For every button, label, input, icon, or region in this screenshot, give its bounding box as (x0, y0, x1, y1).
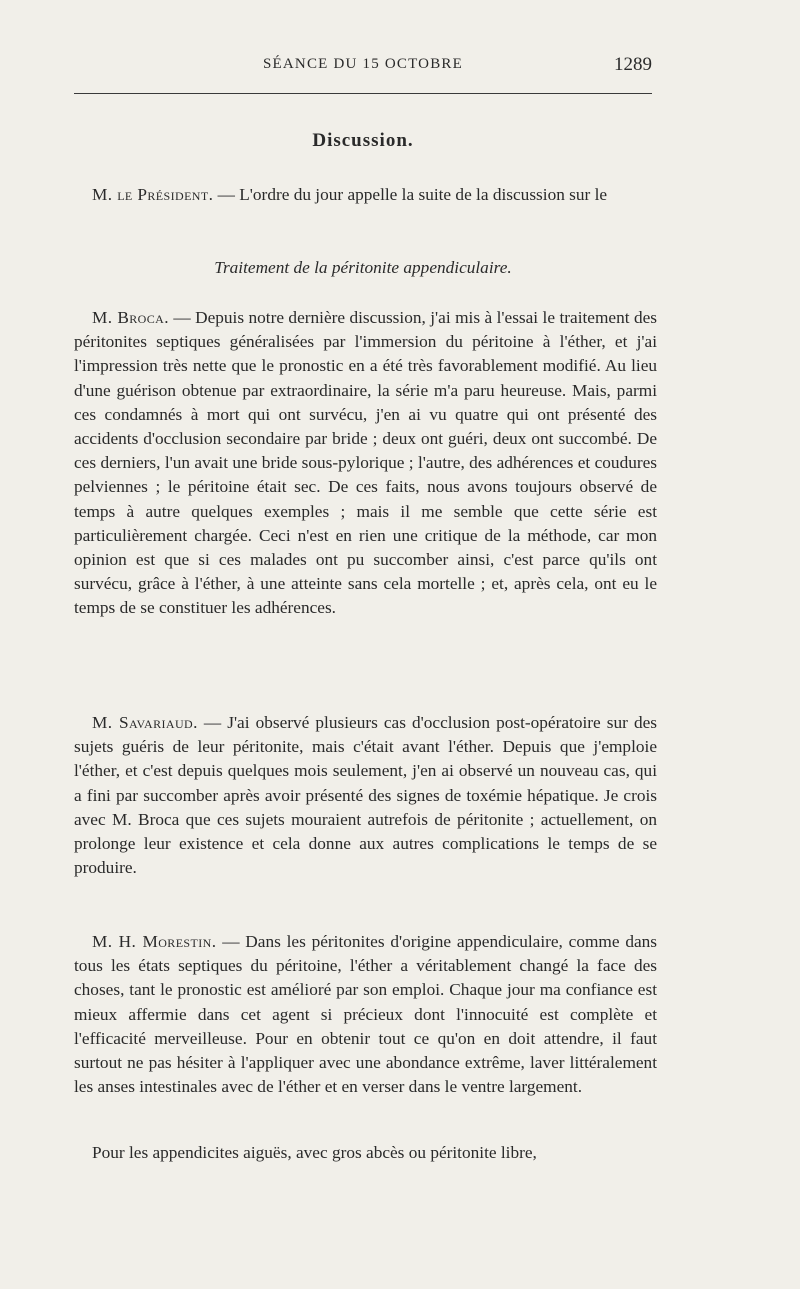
speaker-name: M. Broca. (92, 308, 169, 327)
paragraph-text: — Depuis notre dernière discussion, j'ai mis à l'essai le traitement des péritonites septiques généralisées par l'immersion du péritoine à l'éther, et j'ai l'impression très nette que le pronostic en a été très favorablement modifié. Au lieu d'une guérison obtenue par extraordinaire, la série m'a paru heureuse. Mais, parmi ces condamnés à mort qui ont survécu, j'en ai vu quatre qui ont présenté des accidents d'occlusion secondaire par bride ; deux ont guéri, deux ont succombé. De ces derniers, l'un avait une bride sous-pylorique ; l'autre, des adhérences et coudures pelviennes ; le péritoine était sec. De ces faits, nous avons toujours observé de temps à autre quelques exemples ; mais il me semble que cette série est particulièrement chargée. Ceci n'est en rien une critique de la méthode, car mon opinion est que si ces malades ont pu succomber ainsi, c'est parce qu'ils ont survécu, grâce à l'éther, à une atteinte sans cela mortelle ; et, après cela, ont eu le temps de se constituer les adhérences. (74, 308, 657, 618)
subject-title: Traitement de la péritonite appendiculaire. (214, 258, 512, 277)
speaker-name: M. Savariaud. (92, 713, 198, 732)
running-title: SÉANCE DU 15 OCTOBRE (263, 56, 463, 72)
page-header (74, 54, 652, 86)
paragraph-text: — Dans les péritonites d'origine appendiculaire, comme dans tous les états septiques du péritoine, l'éther a véritablement changé la face des choses, tant le pronostic est amélioré par son emploi. Chaque jour ma confiance est mieux affermie dans cet agent si précieux dont l'innocuité est complète et l'efficacité merveilleuse. Pour en obtenir tout ce qu'on en doit attendre, il faut surtout ne pas hésiter à l'appliquer avec une abondance extrême, laver littéralement les anses intestinales avec de l'éther et en verser dans le ventre largement. (74, 932, 657, 1097)
intro-paragraph (74, 183, 657, 207)
section-heading: Discussion. (312, 130, 414, 151)
paragraph-text: — J'ai observé plusieurs cas d'occlusion post-opératoire sur des sujets guéris de leur péritonite, mais c'était avant l'éther. Depuis que j'emploie l'éther, et c'est depuis quelques mois seulement, j'en ai observé un nouveau cas, qui a fini par succomber après avoir présenté des signes de toxémie hépatique. Je crois avec M. Broca que ces sujets mouraient autrefois de péritonite ; actuellement, on prolonge leur existence et cela donne aux autres complications le temps de se produire. (74, 713, 657, 878)
paragraph-continuation (74, 1141, 657, 1165)
header-rule (74, 93, 652, 94)
page-number: 1289 (614, 54, 652, 75)
paragraph-text: — L'ordre du jour appelle la suite de la discussion sur le (213, 185, 608, 204)
paragraph-text: Pour les appendicites aiguës, avec gros abcès ou péritonite libre, (92, 1143, 537, 1162)
speaker-name: M. H. Morestin. (92, 932, 217, 951)
paragraph-broca (74, 306, 657, 621)
speaker-name: M. le Président. (92, 185, 214, 204)
paragraph-savariaud (74, 711, 657, 880)
paragraph-morestin (74, 930, 657, 1099)
